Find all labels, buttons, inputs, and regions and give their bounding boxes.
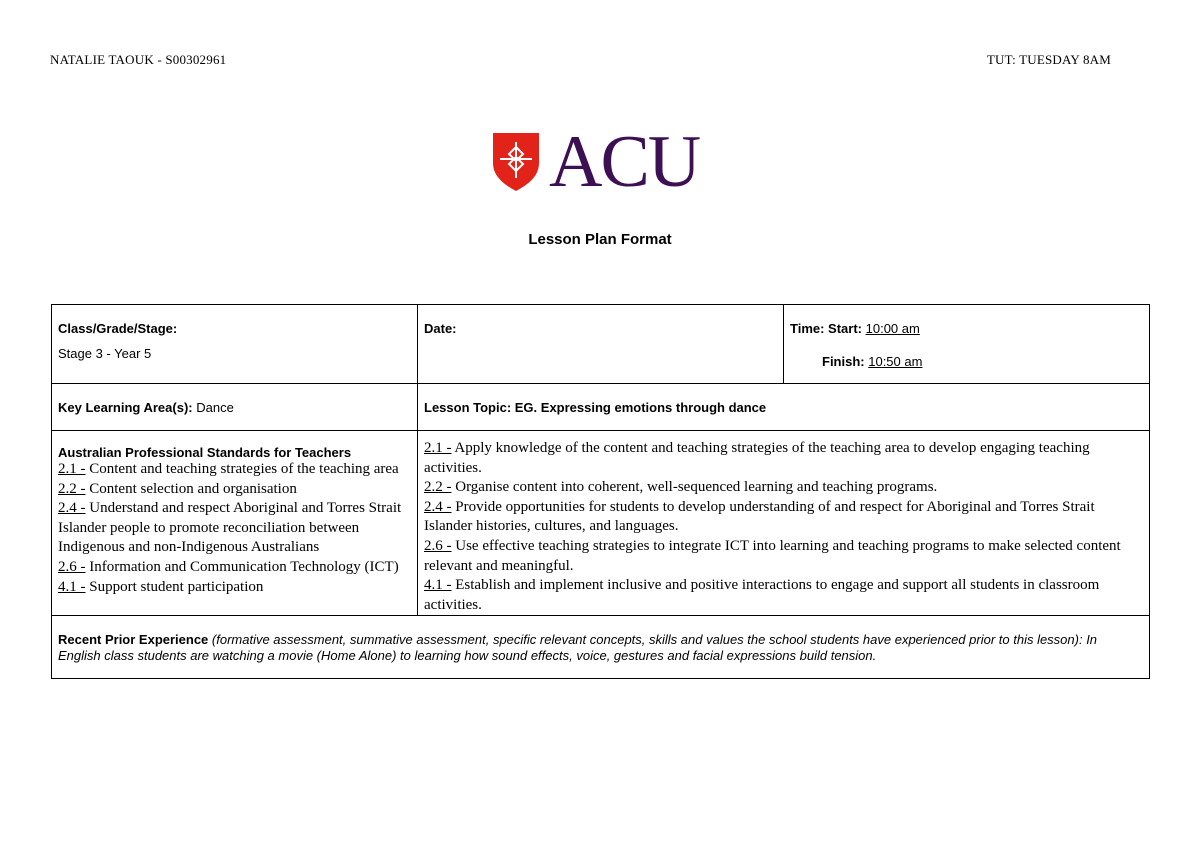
class-value: Stage 3 - Year 5 (58, 346, 152, 361)
standards-right-list (424, 439, 1143, 615)
list-item: 4.1 - Establish and implement inclusive and positive interactions to engage and support all students in classroom activities. (424, 577, 1100, 613)
date-cell (418, 305, 784, 384)
document-title: Lesson Plan Format (528, 231, 672, 248)
time-cell (784, 305, 1150, 384)
list-item: 2.2 - Organise content into coherent, well-sequenced learning and teaching programs. (424, 479, 938, 496)
lesson-topic: Lesson Topic: EG. Expressing emotions through dance (424, 400, 767, 415)
kla-label: Key Learning Area(s): (58, 400, 193, 415)
list-item: 4.1 - Support student participation (58, 578, 264, 595)
list-item: 2.6 - Information and Communication Technology (ICT) (58, 558, 399, 575)
prior-experience-label: Recent Prior Experience (58, 632, 209, 648)
acu-logo (493, 121, 700, 203)
standards-right-cell (418, 431, 1150, 616)
list-item: 2.4 - Understand and respect Aboriginal and Torres Strait Islander people to promote reconciliation between Indigenous and non-Indigenous Australians (58, 500, 402, 556)
list-item: 2.2 - Content selection and organisation (58, 480, 297, 497)
time-start-value: 10:00 am (865, 321, 920, 336)
author-header: NATALIE TAOUK - S00302961 (50, 52, 227, 67)
finish-value: 10:50 am (868, 354, 923, 369)
tutorial-header: TUT: TUESDAY 8AM (986, 52, 1111, 67)
class-date-time-row (52, 305, 1150, 384)
standards-left-list (58, 460, 411, 597)
prior-experience-cell (52, 616, 1150, 679)
lesson-plan-table (51, 304, 1150, 679)
kla-cell (52, 384, 418, 431)
list-item: 2.1 - Content and teaching strategies of the teaching area (58, 461, 399, 477)
class-label: Class/Grade/Stage: (58, 321, 178, 336)
list-item: 2.6 - Use effective teaching strategies to integrate ICT into learning and teaching programs to make selected content relevant and meaningful. (424, 537, 1121, 574)
date-label: Date: (424, 321, 457, 336)
prior-experience-text: (formative assessment, summative assessment, specific relevant concepts, skills and values the school students have experienced prior to this lesson): In English class students are watching a movie (Home Alone) to learning how sound effects, voice, gestures and facial expressions build tension. (58, 632, 1098, 664)
prior-experience-row (52, 616, 1150, 679)
standards-row (52, 431, 1150, 616)
kla-value: Dance (196, 400, 234, 415)
list-item: 2.4 - Provide opportunities for students to develop understanding of and respect for Aboriginal and Torres Strait Islander histories, cultures, and languages. (424, 498, 1095, 535)
class-cell (52, 305, 418, 384)
standards-heading: Australian Professional Standards for Teachers (58, 445, 352, 460)
time-start-label: Time: Start: (790, 321, 862, 336)
standards-left-cell (52, 431, 418, 616)
shield-icon (493, 133, 539, 191)
list-item: 2.1 - Apply knowledge of the content and teaching strategies of the teaching area to develop engaging teaching activities. (424, 440, 1090, 476)
topic-cell (418, 384, 1150, 431)
logo-text: ACU (549, 121, 700, 203)
time-start (790, 321, 1143, 336)
kla-topic-row (52, 384, 1150, 431)
time-finish (790, 354, 1143, 369)
finish-label: Finish: (822, 354, 865, 369)
